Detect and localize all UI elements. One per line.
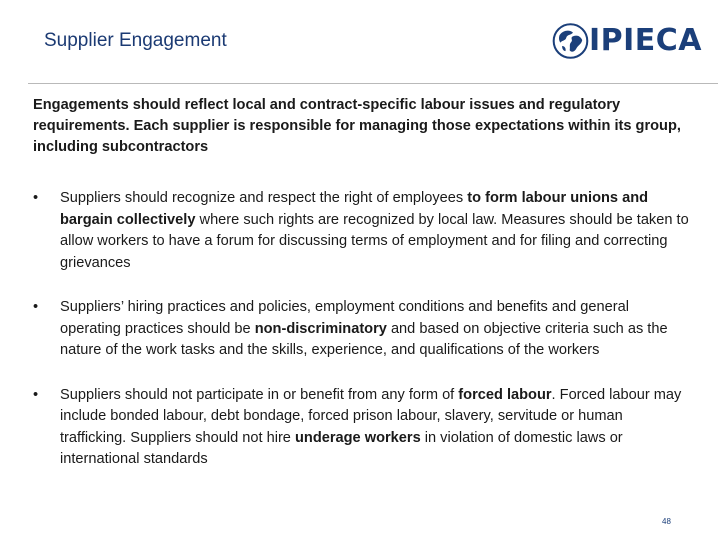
bullet-item-forced-labour	[33, 385, 693, 471]
bullet-dot: •	[33, 386, 39, 403]
globe-icon	[552, 19, 589, 63]
intro-paragraph: Engagements should reflect local and contract-specific labour issues and regulatory requirements. Each supplier is responsible for managing those expectations within its group, including subcontractors	[33, 97, 681, 155]
bullet-text: Suppliers’ hiring practices and policies, employment conditions and benefits and general operating practices should be	[60, 299, 629, 337]
bullet-dot: •	[33, 190, 39, 206]
page-title: Supplier Engagement	[44, 30, 227, 51]
bullet-list	[33, 188, 693, 494]
bullet-text: and based on objective criteria such as the nature of the work tasks and the skills, experience, and qualifications of the workers	[60, 320, 668, 358]
bullet-text: in violation of domestic laws or international standards	[60, 429, 623, 467]
bullet-item-union	[33, 188, 693, 274]
bullet-item-discrimination	[33, 297, 693, 362]
bullet-emphasis: to form labour unions and bargain collectively	[60, 190, 649, 228]
bullet-emphasis: underage workers	[294, 429, 421, 446]
page-number: 48	[662, 517, 671, 526]
bullet-emphasis: forced labour	[458, 386, 552, 403]
bullet-text: where such rights are recognized by local law. Measures should be taken to allow workers to have a forum for discussing terms of employment and for filing and correcting grievances	[60, 211, 689, 271]
logo-text: IPIECA	[588, 23, 702, 58]
ipieca-logo	[552, 18, 702, 64]
bullet-emphasis: non-discriminatory	[254, 320, 387, 337]
bullet-text: Suppliers should not participate in or benefit from any form of	[60, 386, 459, 403]
bullet-text: Suppliers should recognize and respect the right of employees	[60, 190, 468, 206]
bullet-text: . Forced labour may include bonded labour, debt bondage, forced prison labour, slavery, servitude or human trafficking. Suppliers should not hire	[60, 386, 682, 446]
bullet-dot: •	[33, 299, 39, 315]
header-divider	[28, 83, 718, 84]
